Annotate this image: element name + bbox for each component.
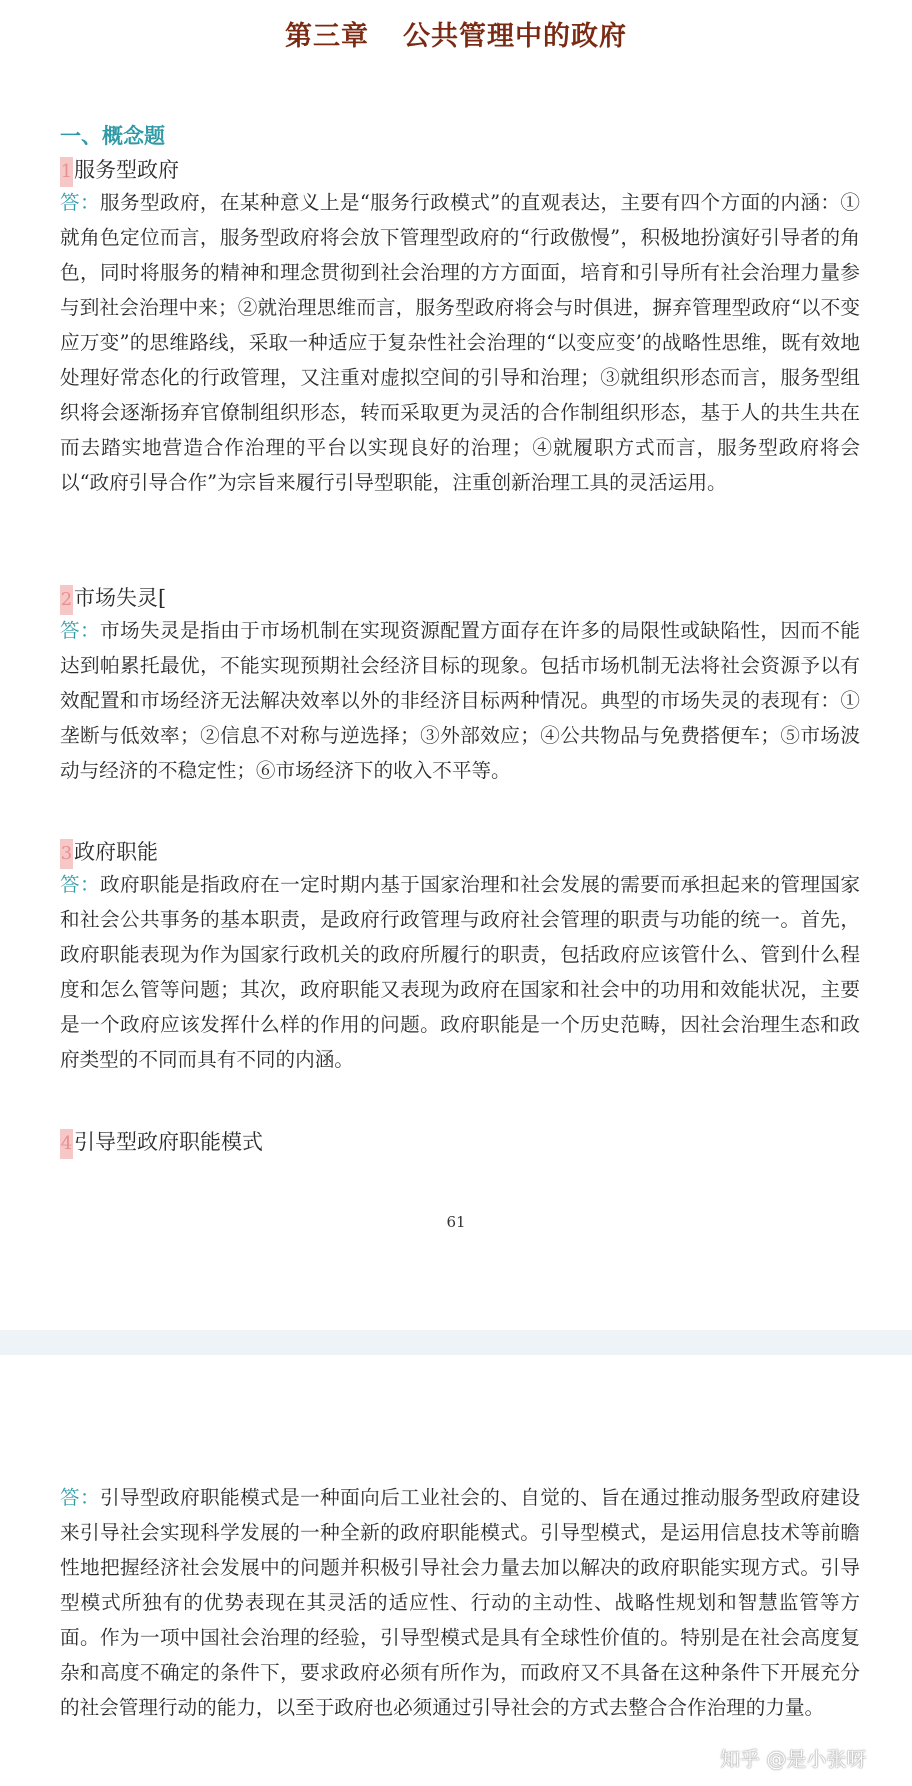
- concept-item-3: [60, 837, 860, 1077]
- item-number-badge: 1: [60, 157, 73, 187]
- term-title: 市场失灵[: [74, 586, 167, 610]
- concept-item-4: [60, 1127, 860, 1157]
- answer-label: 答：: [60, 873, 101, 896]
- zhihu-watermark: 知乎 @是小张呀: [720, 1747, 867, 1771]
- answer-text: 服务型政府，在某种意义上是“服务行政模式”的直观表达，主要有四个方面的内涵：①就角色定位而言，服务型政府将会放下管理型政府的“行政傲慢”，积极地扮演好引导者的角色，同时将服务的精神和理念贯彻到社会治理的方方面面，培育和引导所有社会治理力量参与到社会治理中来；②就治理思维而言，服务型政府将会与时俱进，摒弃管理型政府“以不变应万变”的思维路线，采取一种适应于复杂性社会治理的“以变应变’的战略性思维，既有效地处理好常态化的行政管理，又注重对虚拟空间的引导和治理；③就组织形态而言，服务型组织将会逐渐扬弃官僚制组织形态，转而采取更为灵活的合作制组织形态，基于人的共生共在而去踏实地营造合作治理的平台以实现良好的治理；④就履职方式而言，服务型政府将会以“政府引导合作”为宗旨来履行引导型职能，注重创新治理工具的灵活运用。: [60, 191, 860, 494]
- answer-text: 政府职能是指政府在一定时期内基于国家治理和社会发展的需要而承担起来的管理国家和社会公共事务的基本职责，是政府行政管理与政府社会管理的职责与功能的统一。首先，政府职能表现为作为国家行政机关的政府所履行的职责，包括政府应该管什么、管到什么程度和怎么管等问题；其次，政府职能又表现为政府在国家和社会中的功用和效能状况，主要是一个政府应该发挥什么样的作用的问题。政府职能是一个历史范畴，因社会治理生态和政府类型的不同而具有不同的内涵。: [60, 873, 861, 1071]
- chapter-number: 第三章: [285, 21, 369, 52]
- section-heading: 一、概念题: [60, 123, 165, 148]
- term-title: 政府职能: [74, 840, 158, 864]
- term-heading: [60, 1127, 860, 1157]
- item-number-badge: 3: [60, 839, 73, 869]
- item-number-badge: 2: [60, 585, 73, 615]
- chapter-name: 公共管理中的政府: [403, 21, 627, 52]
- term-heading: [60, 155, 860, 185]
- answer-text: 市场失灵是指由于市场机制在实现资源配置方面存在许多的局限性或缺陷性，因而不能达到帕累托最优，不能实现预期社会经济目标的现象。包括市场机制无法将社会资源予以有效配置和市场经济无法解决效率以外的非经济目标两种情况。典型的市场失灵的表现有：①垄断与低效率；②信息不对称与逆选择；③外部效应；④公共物品与免费搭便车；⑤市场波动与经济的不稳定性；⑥市场经济下的收入不平等。: [60, 619, 861, 782]
- term-title: 引导型政府职能模式: [74, 1130, 263, 1154]
- chapter-title: [0, 14, 912, 53]
- concept-item-1: [60, 155, 860, 500]
- answer-paragraph: [60, 867, 860, 1077]
- answer-paragraph: [60, 185, 860, 500]
- answer-paragraph: [60, 613, 860, 788]
- item-number-badge: 4: [60, 1129, 73, 1159]
- concept-item-2: [60, 583, 860, 788]
- term-title: 服务型政府: [74, 158, 179, 182]
- answer-label: 答：: [60, 619, 101, 642]
- page-divider: [0, 1330, 912, 1355]
- answer-text: 引导型政府职能模式是一种面向后工业社会的、自觉的、旨在通过推动服务型政府建设来引导社会实现科学发展的一种全新的政府职能模式。引导型模式，是运用信息技术等前瞻性地把握经济社会发展中的问题并积极引导社会力量去加以解决的政府职能实现方式。引导型模式所独有的优势表现在其灵活的适应性、行动的主动性、战略性规划和智慧监管等方面。作为一项中国社会治理的经验，引导型模式是具有全球性价值的。特别是在社会高度复杂和高度不确定的条件下，要求政府必须有所作为，而政府又不具备在这种条件下开展充分的社会管理行动的能力，以至于政府也必须通过引导社会的方式去整合合作治理的力量。: [60, 1486, 861, 1719]
- answer-label: 答：: [60, 1486, 101, 1509]
- term-heading: [60, 837, 860, 867]
- page-number: 61: [446, 1213, 466, 1231]
- answer-paragraph-item-4: [60, 1480, 860, 1725]
- answer-label: 答：: [60, 191, 100, 214]
- term-heading: [60, 583, 860, 613]
